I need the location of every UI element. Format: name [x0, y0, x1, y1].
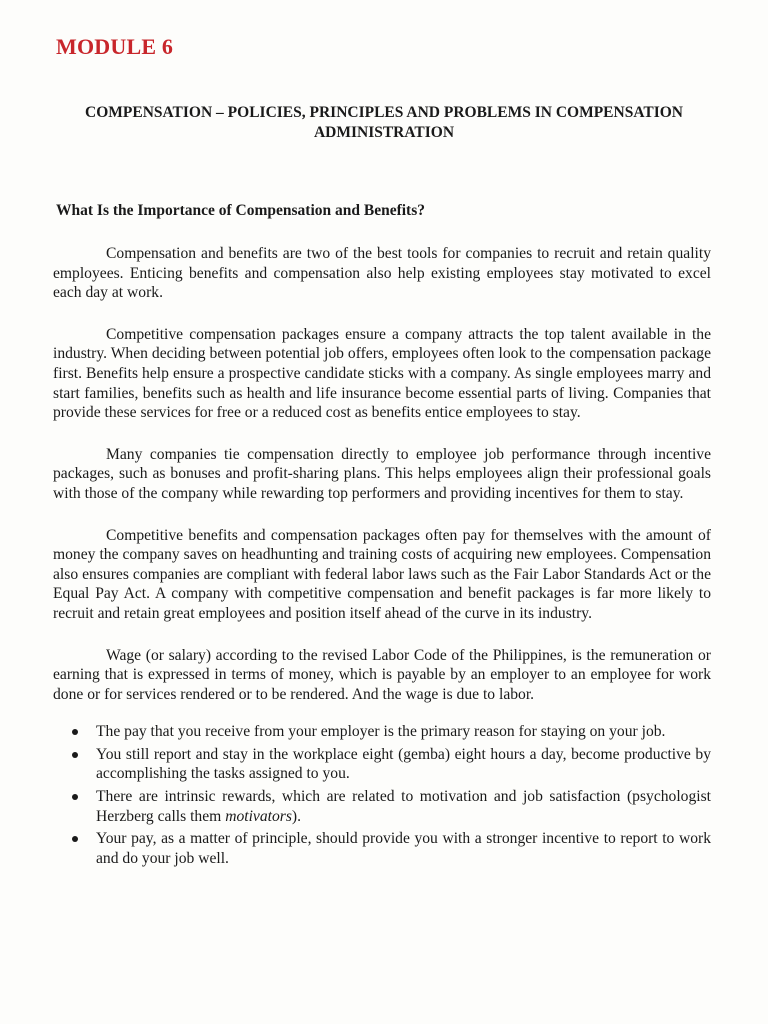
list-item: The pay that you receive from your employer is the primary reason for staying on your job. [96, 722, 711, 742]
bullet-icon [72, 794, 78, 800]
list-item: There are intrinsic rewards, which are related to motivation and job satisfaction (psychologist Herzberg calls them motivators). [96, 787, 711, 826]
heading-line-2: ADMINISTRATION [313, 124, 455, 141]
body-text [53, 244, 711, 871]
bullet-icon [72, 836, 78, 842]
italic-term: motivators [225, 807, 292, 825]
paragraph-competitive-packages: Competitive compensation packages ensure a company attracts the top talent available in the industry. When deciding between potential job offers, employees often look to the compensation package first. Benefits help ensure a prospective candidate sticks with a company. As single employees marry and start families, benefits such as health and life insurance become essential parts of living. Companies that provide these services for free or a reduced cost as benefits entice employees to stay. [53, 325, 711, 422]
section-heading: What Is the Importance of Compensation and Benefits? [56, 202, 425, 219]
list-item: You still report and stay in the workplace eight (gemba) eight hours a day, become productive by accomplishing the tasks assigned to you. [96, 745, 711, 784]
bullet-icon [72, 729, 78, 735]
bullet-list [53, 722, 711, 868]
bullet-icon [72, 752, 78, 758]
heading-line-1: COMPENSATION – POLICIES, PRINCIPLES AND PROBLEMS IN COMPENSATION [85, 104, 683, 121]
document-heading [40, 103, 728, 143]
paragraph-cost-savings: Competitive benefits and compensation packages often pay for themselves with the amount of money the company saves on headhunting and training costs of acquiring new employees. Compensation also ensures companies are compliant with federal labor laws such as the Fair Labor Standards Act or the Equal Pay Act. A company with competitive compensation and benefit packages is far more likely to recruit and retain great employees and position itself ahead of the curve in its industry. [53, 526, 711, 622]
module-title: MODULE 6 [56, 34, 174, 59]
paragraph-wage-definition: Wage (or salary) according to the revised Labor Code of the Philippines, is the remuneration or earning that is expressed in terms of money, which is payable by an employer to an employee for work done or for services rendered or to be rendered. And the wage is due to labor. [53, 646, 711, 703]
list-item: Your pay, as a matter of principle, should provide you with a stronger incentive to report to work and do your job well. [96, 829, 711, 868]
paragraph-performance: Many companies tie compensation directly to employee job performance through incentive packages, such as bonuses and profit-sharing plans. This helps employees align their professional goals with those of the company while rewarding top performers and providing incentives for them to stay. [53, 445, 711, 502]
paragraph-importance: Compensation and benefits are two of the best tools for companies to recruit and retain quality employees. Enticing benefits and compensation also help existing employees stay motivated to excel each day at work. [53, 245, 711, 302]
